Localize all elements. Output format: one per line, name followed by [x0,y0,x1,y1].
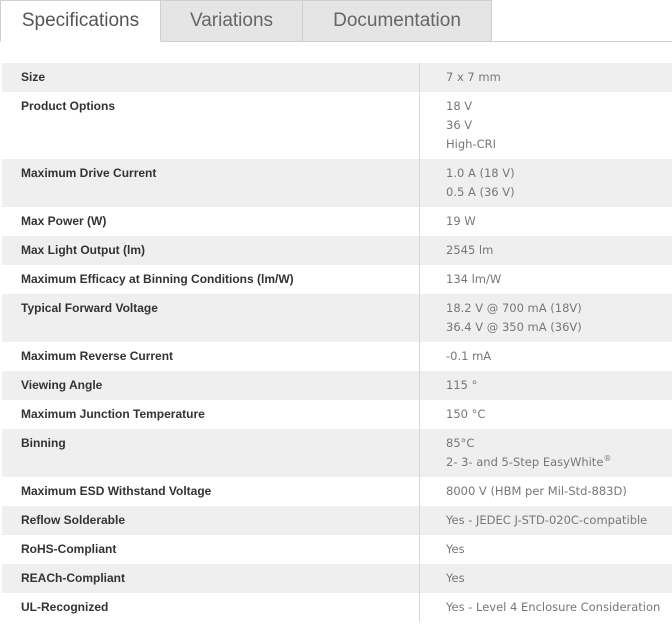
table-row [2,429,672,477]
spec-label: RoHS-Compliant [2,535,420,564]
spec-value [420,564,672,593]
spec-value [420,63,672,92]
spec-value-text: 2545 lm [446,243,494,257]
spec-value-line [446,135,672,154]
spec-value-line [446,598,672,617]
spec-value [420,92,672,159]
table-row [2,294,672,342]
table-row [2,207,672,236]
spec-value [420,593,672,622]
spec-label: REACh-Compliant [2,564,420,593]
spec-value-line [446,68,672,87]
spec-value-line [446,569,672,588]
spec-value [420,535,672,564]
spec-label: Maximum Efficacy at Binning Conditions (lm/W) [2,265,420,294]
spec-label: Reflow Solderable [2,506,420,535]
spec-value-line [446,511,672,530]
spec-label: Maximum Junction Temperature [2,400,420,429]
spec-value-text: 134 lm/W [446,272,502,286]
table-row [2,236,672,265]
table-row [2,63,672,92]
spec-value-text: Yes - Level 4 Enclosure Consideration [446,600,661,614]
spec-value-text: 36 V [446,118,473,132]
spec-value-text: 18.2 V @ 700 mA (18V) [446,301,582,315]
spec-value-line [446,434,672,453]
spec-value-line [446,482,672,501]
spec-label: Binning [2,429,420,477]
spec-label: Size [2,63,420,92]
registered-mark: ® [603,454,612,464]
spec-value-text: Yes [446,542,465,556]
spec-value-line [446,540,672,559]
spec-value-text: Yes [446,571,465,585]
spec-value-line [446,347,672,366]
table-row [2,371,672,400]
specifications-table [2,63,672,622]
table-row [2,159,672,207]
spec-value-line [446,376,672,395]
spec-label: Maximum Reverse Current [2,342,420,371]
table-row [2,593,672,622]
spec-value-line [446,116,672,135]
spec-value-text: 8000 V (HBM per Mil-Std-883D) [446,484,627,498]
spec-label: Max Light Output (lm) [2,236,420,265]
spec-value-text: 85°C [446,436,475,450]
spec-value-line [446,299,672,318]
table-row [2,564,672,593]
spec-value-line [446,270,672,289]
spec-value-line [446,97,672,116]
spec-value-text: 36.4 V @ 350 mA (36V) [446,320,582,334]
table-row [2,265,672,294]
spec-value [420,429,672,477]
table-row [2,92,672,159]
spec-value-line [446,453,672,472]
spec-value-text: Yes - JEDEC J-STD-020C-compatible [446,513,648,527]
table-row [2,535,672,564]
spec-value-line [446,318,672,337]
spec-value [420,371,672,400]
spec-value-text: -0.1 mA [446,349,492,363]
spec-value-text: 7 x 7 mm [446,70,501,84]
spec-value [420,265,672,294]
spec-value [420,207,672,236]
spec-label: Maximum ESD Withstand Voltage [2,477,420,506]
tab-bar [0,0,672,42]
spec-label: Max Power (W) [2,207,420,236]
spec-value-line [446,164,672,183]
spec-value-text: 150 °C [446,407,486,421]
tab-documentation[interactable]: Documentation [303,0,492,42]
spec-label: Viewing Angle [2,371,420,400]
spec-value-text: 0.5 A (36 V) [446,185,515,199]
spec-value-line [446,405,672,424]
spec-value-text: High-CRI [446,137,496,151]
table-row [2,342,672,371]
spec-value [420,159,672,207]
spec-value [420,294,672,342]
spec-value-line [446,241,672,260]
spec-value-line [446,183,672,202]
table-row [2,400,672,429]
spec-value-text: 18 V [446,99,473,113]
table-row [2,477,672,506]
spec-label: UL-Recognized [2,593,420,622]
table-row [2,506,672,535]
spec-value [420,477,672,506]
spec-value-text: 1.0 A (18 V) [446,166,515,180]
tab-specifications[interactable]: Specifications [0,0,161,42]
spec-label: Product Options [2,92,420,159]
spec-value-text: 2- 3- and 5-Step EasyWhite [446,455,604,469]
spec-value [420,506,672,535]
spec-value-line [446,212,672,231]
spec-value-text: 19 W [446,214,476,228]
spec-value-text: 115 ° [446,378,478,392]
spec-label: Typical Forward Voltage [2,294,420,342]
spec-value [420,400,672,429]
spec-value [420,236,672,265]
spec-value [420,342,672,371]
tab-variations[interactable]: Variations [161,0,303,42]
spec-label: Maximum Drive Current [2,159,420,207]
